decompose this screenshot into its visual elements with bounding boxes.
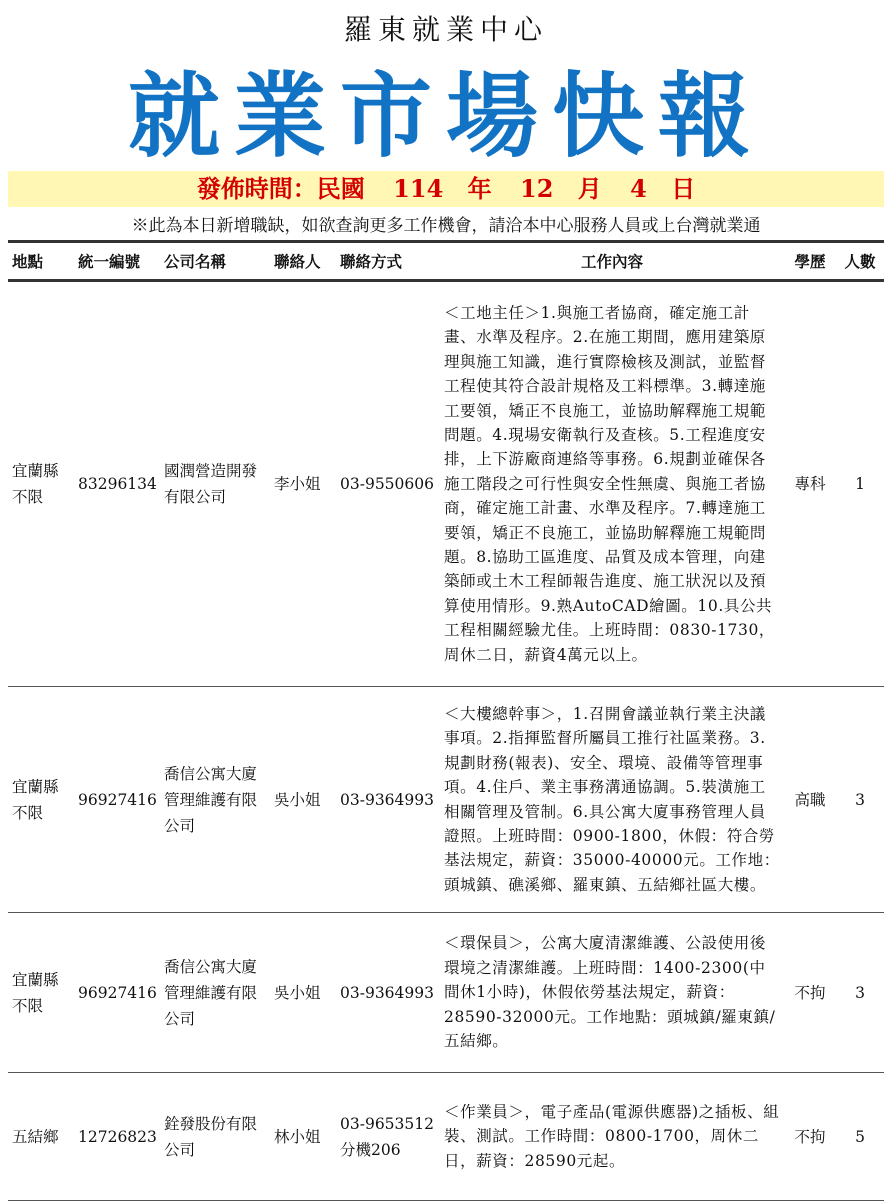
phone-cell: 03-9364993 (336, 687, 440, 913)
phone-cell: 03-9653512分機206 (336, 1073, 440, 1201)
table-row (8, 1073, 884, 1201)
education-cell: 不拘 (784, 1073, 836, 1201)
tax-id-cell: 12726823 (74, 1073, 160, 1201)
contact-cell: 吳小姐 (270, 687, 336, 913)
table-row (8, 913, 884, 1073)
table-row (8, 281, 884, 687)
job-table (8, 240, 884, 1201)
date-month: 12 (520, 174, 554, 203)
education-cell: 專科 (784, 281, 836, 687)
date-day-unit: 日 (671, 174, 696, 203)
column-header: 聯絡人 (270, 242, 336, 281)
company-cell: 國潤營造開發有限公司 (160, 281, 270, 687)
description-cell: ＜工地主任＞1.與施工者協商，確定施工計畫、水準及程序。2.在施工期間，應用建築原理與施工知識，進行實際檢核及測試，並監督工程使其符合設計規格及工料標準。3.轉達施工要領，矯正不良施工，並協助解釋施工規範問題。4.現場安衛執行及查核。5.工程進度安排，上下游廠商連絡等事務。6.規劃並確保各施工階段之可行性與安全性無虞、與施工者協商，確定施工計畫、水準及程序。7.轉達施工要領，矯正不良施工，並協助解釋施工規範問題。8.協助工區進度、品質及成本管理，向建築師或土木工程師報告進度、施工狀況以及預算使用情形。9.熟AutoCAD繪圖。10.具公共工程相關經驗尤佳。上班時間：0830-1730，周休二日，薪資4萬元以上。 (440, 281, 784, 687)
education-cell: 不拘 (784, 913, 836, 1073)
date-year: 114 (393, 174, 444, 203)
column-header: 公司名稱 (160, 242, 270, 281)
headcount-cell: 3 (836, 913, 884, 1073)
tax-id-cell: 83296134 (74, 281, 160, 687)
tax-id-cell: 96927416 (74, 687, 160, 913)
notice-text: ※此為本日新增職缺，如欲查詢更多工作機會，請洽本中心服務人員或上台灣就業通 (131, 216, 761, 236)
description-cell: ＜環保員＞，公寓大廈清潔維護、公設使用後環境之清潔維護。上班時間：1400-2300(中間休1小時)，休假依勞基法規定，薪資：28590-32000元。工作地點：頭城鎮/羅東鎮/五結鄉。 (440, 913, 784, 1073)
column-header: 聯絡方式 (336, 242, 440, 281)
date-day: 4 (630, 174, 647, 203)
center-name: 羅東就業中心 (343, 13, 548, 46)
education-cell: 高職 (784, 687, 836, 913)
location-cell: 宜蘭縣不限 (8, 281, 74, 687)
column-header: 工作內容 (440, 242, 784, 281)
company-cell: 喬信公寓大廈管理維護有限公司 (160, 913, 270, 1073)
location-cell: 宜蘭縣不限 (8, 687, 74, 913)
contact-cell: 李小姐 (270, 281, 336, 687)
headcount-cell: 5 (836, 1073, 884, 1201)
location-cell: 宜蘭縣不限 (8, 913, 74, 1073)
headcount-cell: 3 (836, 687, 884, 913)
page-title: 就業市場快報 (127, 63, 764, 170)
table-row (8, 687, 884, 913)
contact-cell: 林小姐 (270, 1073, 336, 1201)
column-header: 學歷 (784, 242, 836, 281)
company-cell: 喬信公寓大廈管理維護有限公司 (160, 687, 270, 913)
tax-id-cell: 96927416 (74, 913, 160, 1073)
contact-cell: 吳小姐 (270, 913, 336, 1073)
column-header: 人數 (836, 242, 884, 281)
description-cell: ＜作業員＞，電子產品(電源供應器)之插板、組裝、測試。工作時間：0800-1700，周休二日，薪資：28590元起。 (440, 1073, 784, 1201)
date-label: 發佈時間：民國 (196, 174, 365, 203)
column-header: 地點 (8, 242, 74, 281)
company-cell: 銓發股份有限公司 (160, 1073, 270, 1201)
date-year-unit: 年 (467, 174, 492, 203)
column-header: 統一編號 (74, 242, 160, 281)
description-cell: ＜大樓總幹事＞，1.召開會議並執行業主決議事項。2.指揮監督所屬員工推行社區業務。3.規劃財務(報表)、安全、環境、設備等管理事項。4.住戶、業主事務溝通協調。5.裝潢施工相關管理及管制。6.具公寓大廈事務管理人員證照。上班時間：0900-1800，休假：符合勞基法規定，薪資：35000-40000元。工作地：頭城鎮、礁溪鄉、羅東鎮、五結鄉社區大樓。 (440, 687, 784, 913)
table-header-row (8, 242, 884, 281)
phone-cell: 03-9550606 (336, 281, 440, 687)
phone-cell: 03-9364993 (336, 913, 440, 1073)
publish-date-bar (8, 171, 884, 207)
date-month-unit: 月 (577, 174, 602, 203)
headcount-cell: 1 (836, 281, 884, 687)
location-cell: 五結鄉 (8, 1073, 74, 1201)
